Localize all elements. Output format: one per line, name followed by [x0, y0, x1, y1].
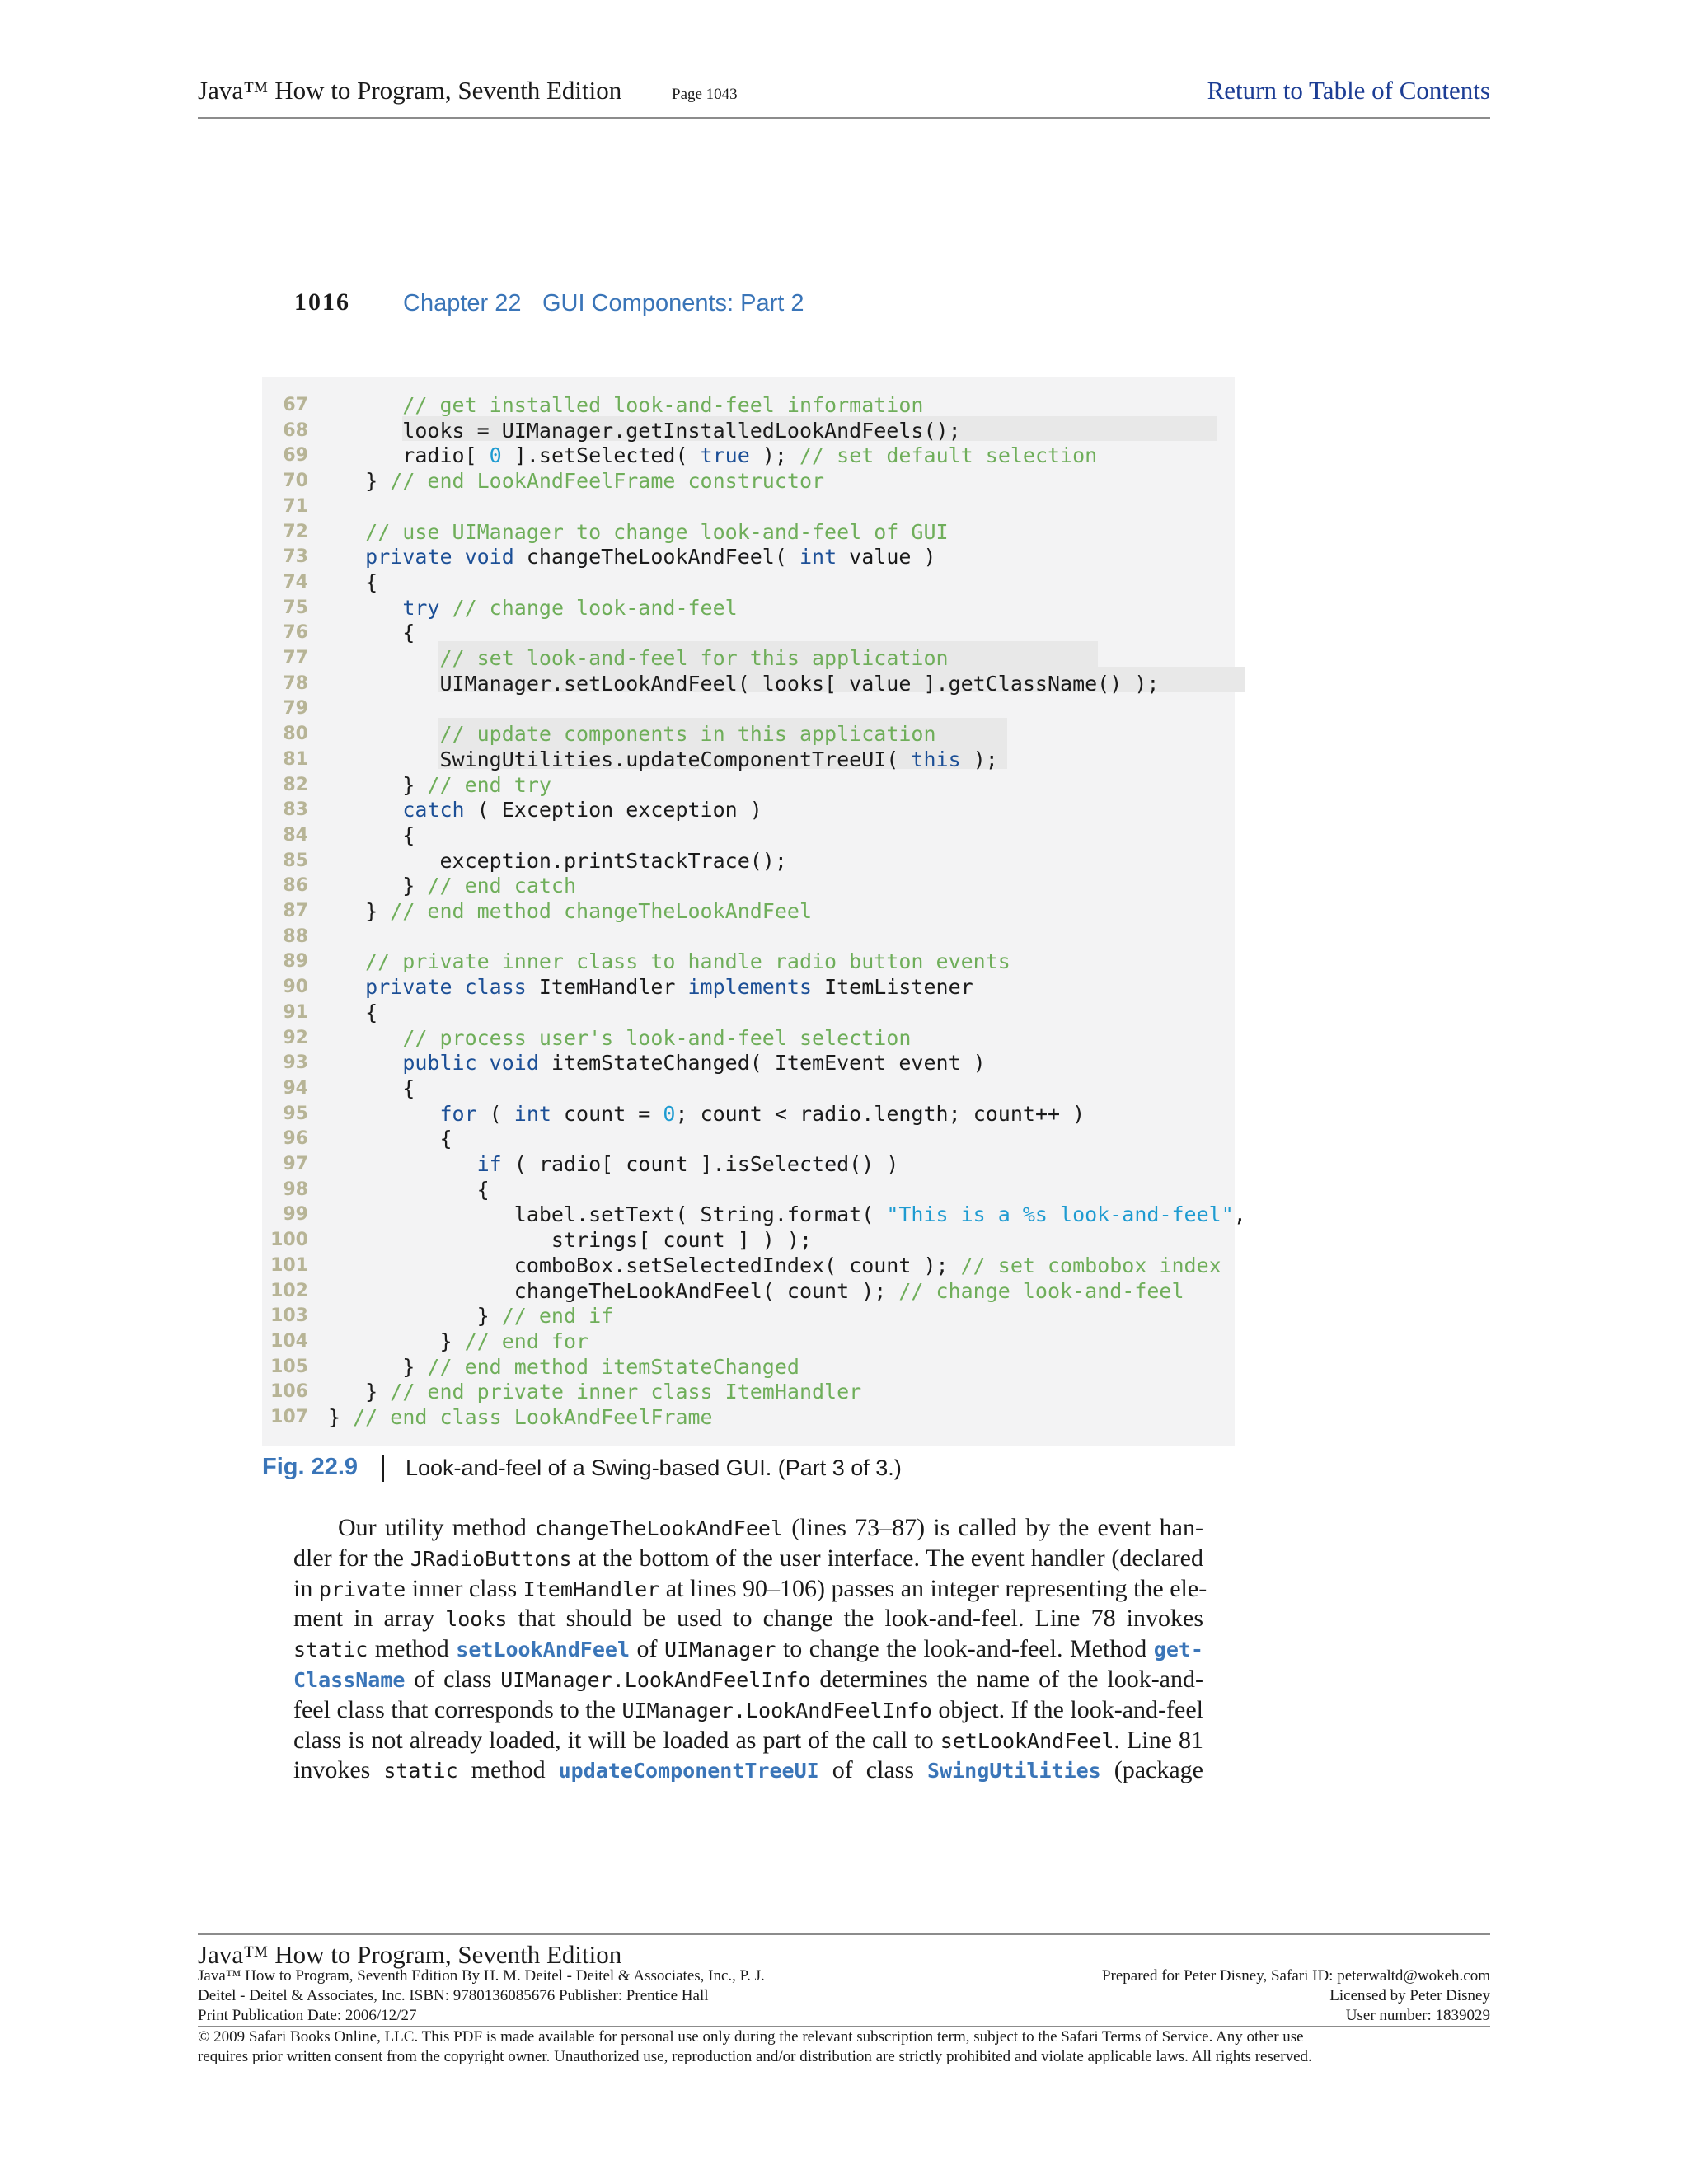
inline-code: UIManager	[664, 1638, 776, 1662]
code-text	[328, 1227, 812, 1253]
code-segment	[328, 1152, 477, 1176]
text-run: method	[457, 1756, 559, 1784]
code-segment	[328, 520, 365, 544]
code-segment: ItemListener	[812, 975, 973, 1000]
code-segment	[328, 646, 439, 670]
code-text	[328, 519, 949, 545]
line-number: 91	[283, 1001, 308, 1023]
code-line	[262, 519, 1235, 545]
footer-prepared-for: Prepared for Peter Disney, Safari ID: peterwaltd@wokeh.com	[1101, 1967, 1490, 1985]
code-text	[328, 1202, 1246, 1227]
code-line	[262, 1076, 1235, 1101]
code-text	[328, 620, 415, 645]
code-keyword: private class	[365, 975, 527, 1000]
key-term: setLookAndFeel	[456, 1638, 631, 1662]
line-number: 81	[283, 748, 308, 770]
code-comment: // change look-and-feel	[898, 1278, 1184, 1303]
code-segment	[328, 1026, 402, 1050]
key-term: updateComponentTreeUI	[558, 1759, 819, 1783]
code-line	[262, 1151, 1235, 1177]
code-text	[328, 1278, 1184, 1304]
code-segment	[328, 949, 365, 973]
text-run: at lines 90–106) passes an integer representing the ele-	[659, 1574, 1207, 1602]
inline-code: static	[383, 1759, 458, 1783]
line-number: 106	[270, 1381, 308, 1403]
text-run: method	[368, 1635, 457, 1663]
code-keyword: int	[513, 1101, 551, 1126]
code-line	[262, 797, 1235, 823]
line-number: 74	[283, 571, 308, 593]
code-line	[262, 544, 1235, 569]
code-segment: strings[ count ] ) );	[328, 1228, 812, 1253]
text-run: (lines 73–87) is called by the event han-	[783, 1514, 1203, 1541]
return-to-toc-link[interactable]: Return to Table of Contents	[1207, 76, 1490, 105]
code-comment: // update components in this application	[439, 722, 936, 747]
code-segment: {	[328, 1177, 490, 1202]
text-run: invokes	[293, 1756, 384, 1784]
figure-caption: Look-and-feel of a Swing-based GUI. (Part 3 of 3.)	[406, 1455, 902, 1480]
code-segment: ItemHandler	[526, 975, 688, 1000]
footer-book-info-line: Deitel - Deitel & Associates, Inc. ISBN: 9780136085676 Publisher: Prentice Hall	[198, 1987, 709, 2004]
inline-code: UIManager.LookAndFeelInfo	[621, 1698, 932, 1722]
code-segment: ; count < radio.length; count++ )	[675, 1101, 1085, 1126]
code-comment: // end if	[501, 1304, 614, 1329]
paragraph-line	[293, 1695, 1203, 1726]
code-keyword: int	[799, 545, 837, 569]
code-text	[328, 949, 1010, 974]
line-number: 88	[283, 926, 308, 947]
code-text	[328, 974, 973, 1000]
paragraph-line	[293, 1726, 1203, 1756]
text-run: feel class that corresponds to the	[293, 1695, 622, 1723]
footer-book-info-line: Java™ How to Program, Seventh Edition By H. M. Deitel - Deitel & Associates, Inc., P. J.	[198, 1967, 765, 1985]
code-line	[262, 898, 1235, 924]
code-text	[328, 468, 824, 494]
code-keyword: public void	[402, 1051, 539, 1076]
code-line	[262, 595, 1235, 621]
line-number: 82	[283, 774, 308, 795]
footer-copyright-line: © 2009 Safari Books Online, LLC. This PDF is made available for personal use only during the relevant subscription term, subject to the Safari Terms of Service. Any other use	[198, 2028, 1304, 2046]
code-text	[328, 1000, 377, 1025]
code-segment	[328, 975, 365, 999]
text-run: object. If the look-and-feel	[931, 1695, 1203, 1723]
code-segment: value )	[837, 545, 936, 569]
paragraph-line	[293, 1574, 1207, 1605]
code-line	[262, 1379, 1235, 1404]
figure-label: Fig. 22.9	[262, 1454, 359, 1480]
code-line	[262, 848, 1235, 874]
code-line	[262, 974, 1235, 1000]
code-line	[262, 1025, 1235, 1051]
code-line	[262, 1354, 1235, 1380]
paragraph-line	[293, 1513, 1203, 1544]
code-line	[262, 1278, 1235, 1304]
code-line	[262, 924, 1235, 949]
code-segment: ,	[1233, 1202, 1246, 1227]
code-line	[262, 1000, 1235, 1025]
code-segment: exception.printStackTrace();	[328, 848, 787, 873]
code-comment: // end try	[427, 772, 551, 797]
code-keyword: true	[700, 443, 750, 468]
text-run: of class	[405, 1665, 501, 1693]
code-line	[262, 1303, 1235, 1329]
paragraph-line	[293, 1665, 1203, 1695]
code-segment: }	[328, 874, 428, 898]
code-line	[262, 1126, 1235, 1151]
chapter-title: GUI Components: Part 2	[542, 290, 804, 316]
code-line	[262, 468, 1235, 494]
code-line	[262, 418, 1235, 443]
footer-licensed-by: Licensed by Peter Disney	[1329, 1987, 1490, 2004]
code-comment: // get installed look-and-feel information	[402, 393, 924, 417]
code-keyword: for	[439, 1101, 477, 1126]
inline-code: JRadioButtons	[410, 1546, 572, 1571]
code-comment: // end catch	[427, 874, 577, 898]
code-text	[328, 1354, 799, 1380]
line-number: 102	[270, 1280, 308, 1301]
footer-publication-date: Print Publication Date: 2006/12/27	[198, 2007, 417, 2024]
code-keyword: catch	[402, 798, 465, 823]
code-literal: 0	[489, 443, 502, 468]
key-term: ClassName	[293, 1667, 406, 1692]
line-number: 75	[283, 597, 308, 618]
code-text	[328, 1253, 1221, 1278]
code-segment: }	[328, 1354, 428, 1379]
inline-code: static	[293, 1638, 368, 1662]
line-number: 76	[283, 622, 308, 644]
code-segment: ( radio[ count ].isSelected() )	[501, 1152, 899, 1176]
code-segment: }	[328, 772, 428, 797]
code-segment	[328, 545, 365, 569]
text-run: of class	[818, 1756, 928, 1784]
code-comment: // use UIManager to change look-and-feel of GUI	[365, 519, 949, 544]
inline-code: ItemHandler	[523, 1577, 660, 1601]
code-comment: // end for	[464, 1329, 589, 1353]
header-page-reference: Page 1043	[672, 86, 738, 103]
text-run: at the bottom of the user interface. The event handler (declared	[571, 1544, 1203, 1572]
chapter-label: Chapter 22	[403, 290, 522, 316]
code-segment: comboBox.setSelectedIndex( count );	[328, 1253, 961, 1277]
code-text	[328, 1050, 986, 1076]
code-text	[328, 1303, 613, 1329]
code-line	[262, 1101, 1235, 1127]
footer-user-number: User number: 1839029	[1345, 2007, 1490, 2024]
code-text	[328, 418, 961, 443]
code-segment: SwingUtilities.updateComponentTreeUI(	[328, 747, 912, 771]
code-segment: }	[328, 1405, 354, 1429]
code-segment: }	[328, 899, 391, 923]
code-line	[262, 494, 1235, 519]
line-number: 72	[283, 521, 308, 542]
line-number: 85	[283, 850, 308, 871]
code-segment: }	[328, 1304, 502, 1329]
figure-divider	[382, 1455, 384, 1482]
code-line	[262, 1177, 1235, 1202]
code-segment: changeTheLookAndFeel(	[513, 545, 799, 569]
code-line	[262, 772, 1235, 798]
key-term: SwingUtilities	[927, 1759, 1101, 1783]
text-run: class is not already loaded, it will be loaded as part of the call to	[293, 1726, 940, 1754]
code-line	[262, 1253, 1235, 1278]
line-number: 73	[283, 546, 308, 568]
footer-rule	[198, 2026, 1490, 2027]
code-text	[328, 443, 1097, 468]
line-number: 94	[283, 1077, 308, 1099]
code-line	[262, 721, 1235, 747]
code-segment	[328, 1102, 439, 1126]
code-listing	[262, 377, 1246, 1446]
paragraph-line	[293, 1755, 1203, 1786]
code-line	[262, 1404, 1235, 1430]
code-comment: // process user's look-and-feel selection	[402, 1025, 912, 1050]
code-segment: }	[328, 469, 391, 494]
code-segment: }	[328, 1380, 391, 1404]
code-segment	[328, 798, 402, 822]
code-segment: {	[328, 1076, 415, 1100]
text-run: dler for the	[293, 1544, 410, 1572]
line-number: 93	[283, 1052, 308, 1074]
code-segment: changeTheLookAndFeel( count );	[328, 1278, 899, 1303]
code-comment: // private inner class to handle radio button events	[365, 949, 1010, 974]
code-text	[328, 595, 738, 621]
code-line	[262, 645, 1235, 671]
code-line	[262, 1227, 1235, 1253]
line-number: 68	[283, 419, 308, 441]
line-number: 90	[283, 977, 308, 998]
code-segment: count =	[551, 1101, 663, 1126]
inline-code: looks	[445, 1607, 508, 1632]
line-number: 80	[283, 724, 308, 745]
code-comment: // end class LookAndFeelFrame	[353, 1405, 713, 1429]
line-number: 79	[283, 698, 308, 719]
code-text	[328, 823, 415, 848]
code-text	[328, 1404, 713, 1430]
code-text	[328, 1025, 911, 1051]
code-segment: looks = UIManager.getInstalledLookAndFeels();	[328, 418, 961, 443]
code-literal: 0	[663, 1101, 676, 1126]
code-line	[262, 949, 1235, 974]
line-number: 97	[283, 1154, 308, 1174]
line-number: 86	[283, 875, 308, 897]
code-line	[262, 569, 1235, 595]
line-number: 95	[283, 1103, 308, 1124]
code-segment: label.setText( String.format(	[328, 1202, 887, 1227]
code-comment: // set combobox index	[960, 1253, 1221, 1277]
code-comment: // change look-and-feel	[452, 595, 738, 620]
code-keyword: private void	[365, 545, 514, 569]
code-keyword: this	[911, 747, 961, 771]
code-segment: itemStateChanged( ItemEvent event )	[538, 1051, 986, 1076]
text-run: Our utility method	[338, 1514, 535, 1541]
code-comment: // end private inner class ItemHandler	[390, 1380, 862, 1404]
code-segment: {	[328, 569, 378, 594]
code-segment: radio[	[328, 443, 490, 468]
text-run: in	[293, 1574, 319, 1602]
line-number: 71	[283, 495, 308, 517]
code-text	[328, 645, 949, 671]
code-line	[262, 823, 1235, 848]
code-segment: );	[749, 443, 799, 468]
code-segment	[328, 1051, 402, 1075]
code-text	[328, 772, 551, 798]
text-run: of	[630, 1635, 664, 1663]
text-run: that should be used to change the look-and-feel. Line 78 invokes	[507, 1605, 1203, 1633]
line-number: 105	[270, 1356, 308, 1377]
code-segment: ( Exception exception )	[464, 798, 762, 823]
code-text	[328, 898, 812, 924]
footer-book-title: Java™ How to Program, Seventh Edition	[198, 1940, 622, 1969]
inline-code: UIManager.LookAndFeelInfo	[500, 1667, 811, 1692]
safari-header	[198, 76, 1490, 119]
paragraph-line	[293, 1604, 1203, 1634]
code-text	[328, 544, 936, 569]
key-term: get-	[1153, 1638, 1203, 1662]
code-text	[328, 747, 998, 772]
text-run: ment in array	[293, 1605, 446, 1633]
text-run: determines the name of the look-and-	[810, 1665, 1203, 1693]
line-number: 96	[283, 1128, 308, 1150]
line-number: 99	[283, 1204, 308, 1226]
code-segment: UIManager.setLookAndFeel( looks[ value ].getClassName() );	[328, 671, 1160, 696]
code-segment: );	[960, 747, 998, 771]
code-text	[328, 848, 787, 874]
line-number: 100	[270, 1230, 308, 1251]
line-number: 67	[283, 395, 308, 415]
code-keyword: try	[402, 595, 440, 620]
code-line	[262, 1202, 1246, 1227]
line-number: 78	[283, 673, 308, 694]
code-line	[262, 392, 1235, 418]
footer-rule	[198, 1933, 1490, 1935]
code-comment: // set default selection	[799, 443, 1098, 468]
code-comment: // set look-and-feel for this application	[439, 646, 949, 670]
inline-code: setLookAndFeel	[940, 1728, 1114, 1753]
paragraph-line	[293, 1544, 1203, 1574]
line-number: 107	[270, 1407, 308, 1427]
code-segment	[439, 596, 452, 620]
code-text	[328, 1177, 490, 1202]
code-text	[328, 1151, 898, 1177]
code-segment: }	[328, 1329, 465, 1353]
paragraph-line	[293, 1634, 1203, 1665]
text-run: inner class	[406, 1574, 523, 1602]
code-text	[328, 797, 762, 823]
line-number: 84	[283, 824, 308, 846]
code-line	[262, 873, 1235, 898]
code-comment: // end LookAndFeelFrame constructor	[390, 469, 825, 494]
text-run: (package	[1100, 1756, 1203, 1784]
line-number: 77	[283, 648, 308, 668]
code-segment	[328, 722, 439, 746]
inline-code: changeTheLookAndFeel	[534, 1516, 784, 1540]
code-line	[262, 747, 1235, 772]
code-comment: // end method itemStateChanged	[427, 1354, 799, 1379]
line-number: 83	[283, 799, 308, 821]
code-text	[328, 721, 936, 747]
code-keyword: if	[476, 1152, 502, 1176]
header-book-title: Java™ How to Program, Seventh Edition	[198, 76, 622, 105]
code-segment	[328, 596, 402, 620]
inline-code: private	[318, 1577, 406, 1601]
line-number: 103	[270, 1305, 308, 1327]
text-run: . Line 81	[1114, 1726, 1203, 1754]
code-text	[328, 1329, 588, 1354]
code-keyword: implements	[687, 975, 813, 1000]
code-segment: ].setSelected(	[501, 443, 701, 468]
code-text	[328, 1076, 415, 1101]
code-line	[262, 1050, 1235, 1076]
code-text	[328, 1379, 861, 1404]
code-text	[328, 1101, 1085, 1127]
code-line	[262, 620, 1235, 645]
code-segment: {	[328, 1127, 452, 1151]
line-number: 70	[283, 471, 308, 492]
code-segment: {	[328, 823, 415, 847]
line-number: 92	[283, 1027, 308, 1048]
body-paragraph	[293, 1513, 1207, 1786]
line-number: 69	[283, 445, 308, 466]
line-number: 101	[270, 1254, 308, 1276]
code-segment	[328, 393, 402, 417]
code-line	[262, 443, 1235, 468]
code-segment: {	[328, 1000, 378, 1024]
code-text	[328, 1126, 452, 1151]
footer-copyright-line: requires prior written consent from the copyright owner. Unauthorized use, reproduction and/or distribution are strictly prohibited and violate applicable laws. All rights reserved.	[198, 2048, 1312, 2065]
code-segment: {	[328, 621, 415, 645]
code-text	[328, 392, 923, 418]
line-number: 87	[283, 901, 308, 921]
code-literal: "This is a %s look-and-feel"	[886, 1202, 1234, 1227]
code-text	[328, 873, 576, 898]
book-page-number: 1016	[294, 288, 350, 316]
line-number: 98	[283, 1179, 308, 1200]
code-line	[262, 671, 1235, 696]
code-line	[262, 696, 1235, 721]
code-text	[328, 671, 1159, 696]
line-number: 89	[283, 951, 308, 972]
code-text	[328, 569, 377, 595]
code-segment: (	[476, 1101, 514, 1126]
text-run: to change the look-and-feel. Method	[776, 1635, 1154, 1663]
code-comment: // end method changeTheLookAndFeel	[390, 899, 813, 923]
code-line	[262, 1329, 1235, 1354]
line-number: 104	[270, 1330, 308, 1352]
